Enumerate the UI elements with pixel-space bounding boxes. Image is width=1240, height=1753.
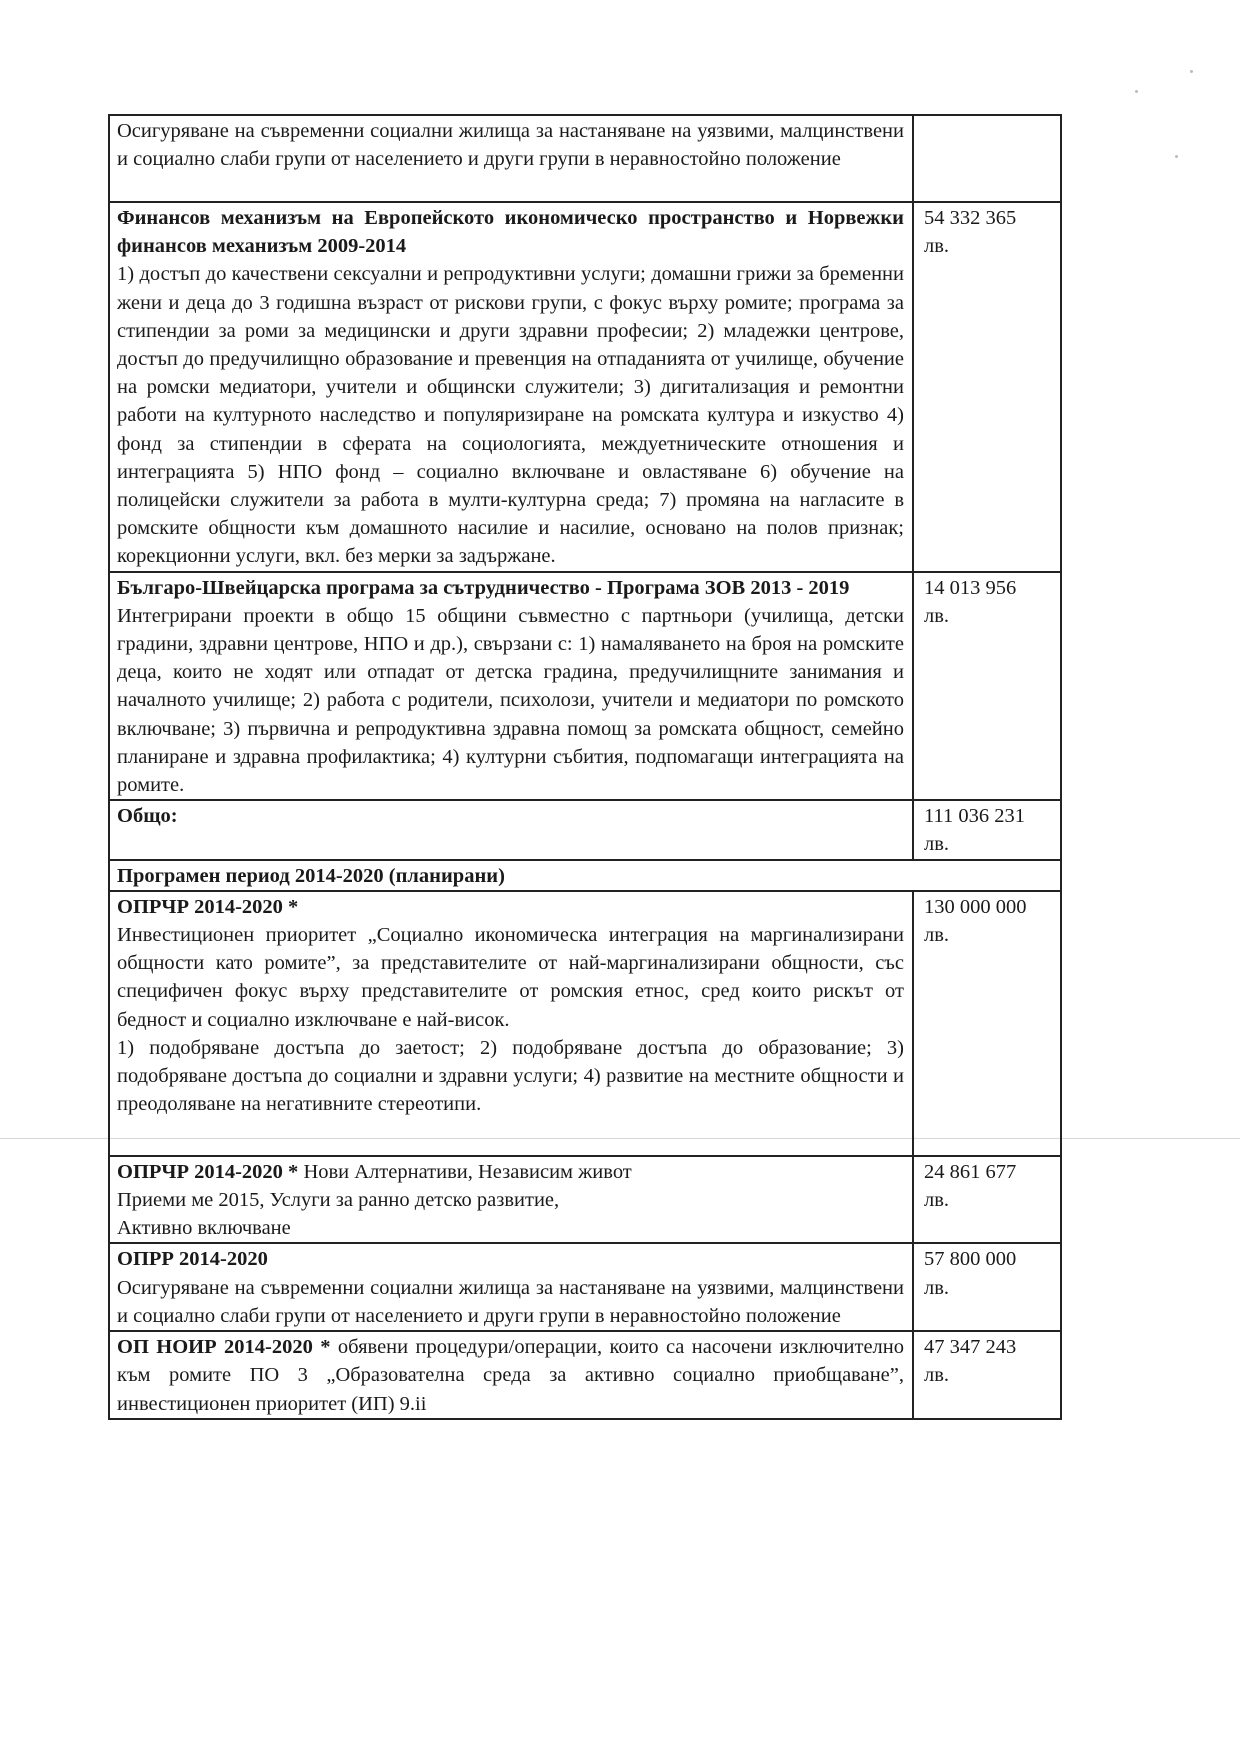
row-text-block [117, 1333, 904, 1418]
amount-unit: лв. [924, 604, 950, 627]
amount-unit: лв. [924, 1276, 950, 1299]
row-description [109, 891, 913, 1156]
row-description [109, 1156, 913, 1244]
row-description [109, 202, 913, 572]
funding-table [108, 114, 1062, 1420]
table-row [109, 202, 1061, 572]
table-row [109, 115, 1061, 202]
row-first-line [117, 1158, 904, 1186]
row-line-3: Активно включване [117, 1217, 291, 1240]
table-row [109, 1156, 1061, 1244]
row-text: Нови Алтернативи, Независим живот [298, 1160, 632, 1183]
row-amount [913, 891, 1061, 1156]
table-row [109, 1243, 1061, 1331]
period-heading-row [109, 860, 1061, 891]
row-heading: ОПРЧР 2014-2020 * [117, 1160, 299, 1183]
total-amount-cell [913, 800, 1061, 859]
row-text: Осигуряване на съвременни социални жилища за настаняване на уязвими, малцинствени и социално слаби групи от населението и други групи в неравностойно положение [117, 120, 904, 171]
row-line-2: Приеми ме 2015, Услуги за ранно детско развитие, [117, 1189, 560, 1212]
row-text-2: 1) подобряване достъпа до заетост; 2) подобряване достъпа до образование; 3) подобряване достъпа до социални и здравни услуги; 4) развитие на местните общности и преодоляване на негативните стереотипи. [117, 1036, 904, 1116]
scan-speck [1135, 90, 1138, 93]
row-description [109, 572, 913, 801]
period-heading: Програмен период 2014-2020 (планирани) [117, 864, 505, 887]
amount-unit: лв. [924, 1189, 950, 1212]
row-text: Осигуряване на съвременни социални жилища за настаняване на уязвими, малцинствени и социално слаби групи от населението и други групи в неравностойно положение [117, 1276, 904, 1327]
row-description [109, 115, 913, 202]
row-heading: Българо-Швейцарска програма за сътрудничество - Програма ЗОВ 2013 - 2019 [117, 576, 850, 599]
row-heading: ОПРР 2014-2020 [117, 1248, 268, 1271]
amount-value: 47 347 243 [924, 1336, 1017, 1359]
row-text: Интегрирани проекти в общо 15 общини съвместно с партньори (училища, детски градини, здравни центрове, НПО и др.), свързани с: 1) намаляването на броя на ромските деца, които не ходят или отпадат от детска градина, предучилищните занимания и началното училище; 2) работа с родители, психолози, учители и медиатори по ромското включване; 3) първична и репродуктивна здравна помощ за ромската общност, семейно планиране и здравна профилактика; 4) културни събития, подпомагащи интеграцията на ромите. [117, 604, 904, 797]
row-amount [913, 572, 1061, 801]
total-row [109, 800, 1061, 859]
row-text: Инвестиционен приоритет „Социално икономическа интеграция на маргинализирани общности като ромите”, за представителите от най-маргинализирани общности, със специфичен фокус върху представителите от ромския етнос, сред които рискът от бедност и социално изключване е най-висок. [117, 924, 904, 1031]
total-amount: 111 036 231 [924, 805, 1025, 828]
row-heading: ОПРЧР 2014-2020 * [117, 895, 299, 918]
row-amount [913, 1243, 1061, 1331]
row-amount [913, 202, 1061, 572]
amount-value: 24 861 677 [924, 1160, 1017, 1183]
row-amount [913, 1156, 1061, 1244]
table-row [109, 572, 1061, 801]
row-amount [913, 1331, 1061, 1419]
total-label: Общо: [117, 805, 178, 828]
row-amount [913, 115, 1061, 202]
period-heading-cell [109, 860, 1061, 891]
amount-value: 54 332 365 [924, 207, 1017, 229]
total-label-cell [109, 800, 913, 859]
row-heading: ОП НОИР 2014-2020 * [117, 1336, 331, 1359]
amount-unit: лв. [924, 924, 950, 947]
row-heading: Финансов механизъм на Европейското икономическо пространство и Норвежки финансов механизъм 2009-2014 [117, 207, 904, 258]
amount-value: 130 000 000 [924, 895, 1027, 918]
row-description [109, 1243, 913, 1331]
amount-value: 57 800 000 [924, 1248, 1017, 1271]
amount-value: 14 013 956 [924, 576, 1017, 599]
row-text: обявени процедури/операции, които са насочени изключително към ромите ПО 3 „Образователна среда за активно социално приобщаване”, инвестиционен приоритет (ИП) 9.ii [117, 1336, 904, 1415]
total-unit: лв. [924, 833, 950, 856]
row-description [109, 1331, 913, 1419]
row-text: 1) достъп до качествени сексуални и репродуктивни услуги; домашни грижи за бременни жени и деца до 3 годишна възраст от рискови групи, с фокус върху ромите; програма за стипендии за роми за медицински и други здравни професии; 2) младежки центрове, достъп до предучилищно образование и превенция на отпаданията от училище, обучение на ромски медиатори, учители и общински служители; 3) дигитализация и ремонтни работи на културното наследство и популяризиране на ромската култура и изкуство 4) фонд за стипендии в сферата на социологията, междуетническите отношения и интеграцията 5) НПО фонд – социално включване и овластяване 6) обучение на полицейски служители за работа в мулти-културна среда; 7) промяна на нагласите в ромските общности към домашното насилие и насилие, основано на полов признак; корекционни услуги, вкл. без мерки за задържане. [117, 263, 904, 568]
scan-speck [1190, 70, 1193, 73]
table-row [109, 1331, 1061, 1419]
amount-unit: лв. [924, 235, 950, 258]
table-row [109, 891, 1061, 1156]
scan-speck [1175, 155, 1178, 158]
amount-unit: лв. [924, 1364, 950, 1387]
